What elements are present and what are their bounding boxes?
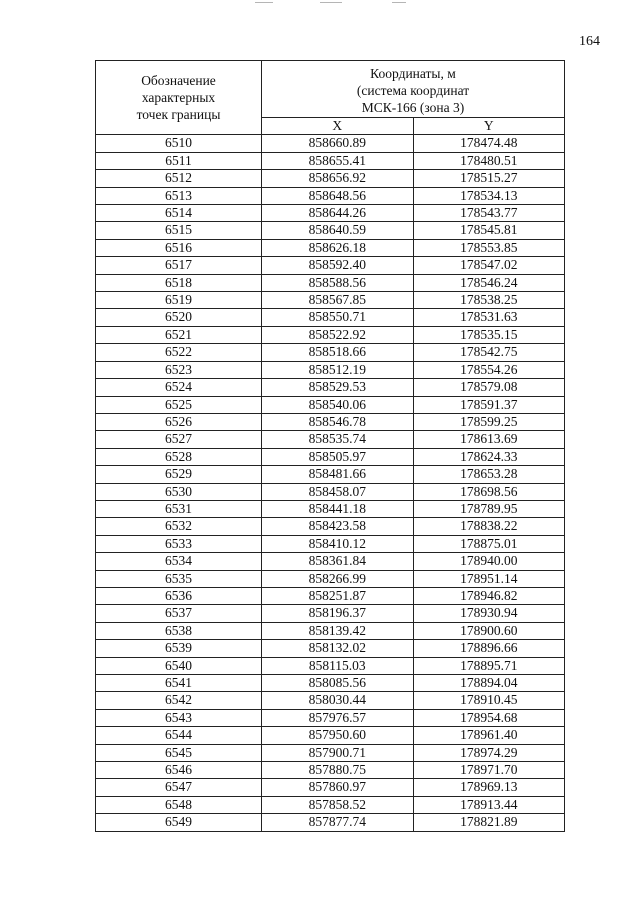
x-coordinate-cell: 858423.58 (262, 518, 414, 535)
table-row (96, 326, 565, 343)
y-coordinate-cell: 178698.56 (413, 483, 565, 500)
y-coordinate-cell: 178971.70 (413, 762, 565, 779)
x-coordinate-cell: 858085.56 (262, 675, 414, 692)
point-id-cell: 6530 (96, 483, 262, 500)
point-id-cell: 6541 (96, 675, 262, 692)
x-coordinate-cell: 858481.66 (262, 466, 414, 483)
y-coordinate-cell: 178531.63 (413, 309, 565, 326)
point-id-cell: 6538 (96, 622, 262, 639)
table-header (96, 61, 565, 135)
table-body (96, 135, 565, 831)
point-id-cell: 6511 (96, 152, 262, 169)
y-coordinate-cell: 178895.71 (413, 657, 565, 674)
table-row (96, 413, 565, 430)
table-row (96, 309, 565, 326)
table-row (96, 814, 565, 831)
table-row (96, 274, 565, 291)
x-coordinate-cell: 857858.52 (262, 796, 414, 813)
point-id-cell: 6519 (96, 292, 262, 309)
y-column-header: Y (413, 118, 565, 135)
header-row-top (96, 61, 565, 118)
point-id-cell: 6517 (96, 257, 262, 274)
table-row (96, 292, 565, 309)
coords-header-line-1: Координаты, м (370, 66, 456, 81)
point-designation-header (96, 61, 262, 135)
x-coordinate-cell: 858251.87 (262, 587, 414, 604)
table-row (96, 396, 565, 413)
y-coordinate-cell: 178875.01 (413, 535, 565, 552)
y-coordinate-cell: 178951.14 (413, 570, 565, 587)
point-id-cell: 6546 (96, 762, 262, 779)
table-row (96, 361, 565, 378)
y-coordinate-cell: 178961.40 (413, 727, 565, 744)
y-coordinate-cell: 178542.75 (413, 344, 565, 361)
point-id-cell: 6522 (96, 344, 262, 361)
y-coordinate-cell: 178913.44 (413, 796, 565, 813)
x-coordinate-cell: 857900.71 (262, 744, 414, 761)
page-number: 164 (579, 34, 600, 49)
point-header-line-3: точек границы (136, 107, 221, 123)
x-coordinate-cell: 858550.71 (262, 309, 414, 326)
coords-header-line-2: (система координат (356, 83, 470, 98)
x-coordinate-cell: 858640.59 (262, 222, 414, 239)
table-row (96, 518, 565, 535)
x-coordinate-cell: 858644.26 (262, 205, 414, 222)
x-coordinate-cell: 858655.41 (262, 152, 414, 169)
y-coordinate-cell: 178838.22 (413, 518, 565, 535)
point-id-cell: 6529 (96, 466, 262, 483)
y-coordinate-cell: 178554.26 (413, 361, 565, 378)
table-row (96, 640, 565, 657)
coordinates-header (262, 61, 565, 118)
y-coordinate-cell: 178547.02 (413, 257, 565, 274)
x-coordinate-cell: 858266.99 (262, 570, 414, 587)
point-id-cell: 6535 (96, 570, 262, 587)
table-row (96, 553, 565, 570)
table-row (96, 466, 565, 483)
point-id-cell: 6542 (96, 692, 262, 709)
x-coordinate-cell: 858410.12 (262, 535, 414, 552)
y-coordinate-cell: 178474.48 (413, 135, 565, 152)
point-id-cell: 6521 (96, 326, 262, 343)
table-row (96, 605, 565, 622)
x-coordinate-cell: 858139.42 (262, 622, 414, 639)
point-id-cell: 6520 (96, 309, 262, 326)
table-row (96, 239, 565, 256)
x-coordinate-cell: 858115.03 (262, 657, 414, 674)
y-coordinate-cell: 178974.29 (413, 744, 565, 761)
y-coordinate-cell: 178954.68 (413, 709, 565, 726)
table-row (96, 762, 565, 779)
y-coordinate-cell: 178789.95 (413, 500, 565, 517)
point-id-cell: 6510 (96, 135, 262, 152)
point-id-cell: 6545 (96, 744, 262, 761)
point-id-cell: 6527 (96, 431, 262, 448)
table-row (96, 379, 565, 396)
y-coordinate-cell: 178821.89 (413, 814, 565, 831)
table-row (96, 587, 565, 604)
coords-header-line-3: МСК-166 (зона 3) (361, 100, 465, 115)
point-id-cell: 6548 (96, 796, 262, 813)
x-coordinate-cell: 858540.06 (262, 396, 414, 413)
table-row (96, 709, 565, 726)
table-row (96, 500, 565, 517)
x-coordinate-cell: 857880.75 (262, 762, 414, 779)
x-coordinate-cell: 858361.84 (262, 553, 414, 570)
table-row (96, 657, 565, 674)
y-coordinate-cell: 178894.04 (413, 675, 565, 692)
y-coordinate-cell: 178591.37 (413, 396, 565, 413)
y-coordinate-cell: 178538.25 (413, 292, 565, 309)
point-id-cell: 6547 (96, 779, 262, 796)
y-coordinate-cell: 178613.69 (413, 431, 565, 448)
coordinates-table (95, 60, 565, 832)
table-row (96, 570, 565, 587)
y-coordinate-cell: 178599.25 (413, 413, 565, 430)
point-id-cell: 6528 (96, 448, 262, 465)
point-id-cell: 6512 (96, 170, 262, 187)
point-header-line-2: характерных (141, 90, 216, 106)
x-coordinate-cell: 858522.92 (262, 326, 414, 343)
y-coordinate-cell: 178900.60 (413, 622, 565, 639)
point-id-cell: 6536 (96, 587, 262, 604)
table-row (96, 692, 565, 709)
x-coordinate-cell: 858660.89 (262, 135, 414, 152)
table-row (96, 257, 565, 274)
y-coordinate-cell: 178940.00 (413, 553, 565, 570)
point-id-cell: 6524 (96, 379, 262, 396)
x-coordinate-cell: 858512.19 (262, 361, 414, 378)
point-id-cell: 6549 (96, 814, 262, 831)
table-row (96, 205, 565, 222)
point-id-cell: 6516 (96, 239, 262, 256)
x-coordinate-cell: 858546.78 (262, 413, 414, 430)
y-coordinate-cell: 178534.13 (413, 187, 565, 204)
point-id-cell: 6515 (96, 222, 262, 239)
table-row (96, 535, 565, 552)
point-id-cell: 6534 (96, 553, 262, 570)
x-coordinate-cell: 858656.92 (262, 170, 414, 187)
y-coordinate-cell: 178579.08 (413, 379, 565, 396)
y-coordinate-cell: 178930.94 (413, 605, 565, 622)
x-coordinate-cell: 858588.56 (262, 274, 414, 291)
x-coordinate-cell: 858518.66 (262, 344, 414, 361)
y-coordinate-cell: 178896.66 (413, 640, 565, 657)
table-row (96, 170, 565, 187)
table-row (96, 744, 565, 761)
x-coordinate-cell: 857976.57 (262, 709, 414, 726)
point-id-cell: 6526 (96, 413, 262, 430)
point-id-cell: 6533 (96, 535, 262, 552)
table-row (96, 675, 565, 692)
table-row (96, 187, 565, 204)
table-row (96, 222, 565, 239)
x-coordinate-cell: 858505.97 (262, 448, 414, 465)
point-id-cell: 6537 (96, 605, 262, 622)
y-coordinate-cell: 178515.27 (413, 170, 565, 187)
point-id-cell: 6513 (96, 187, 262, 204)
x-coordinate-cell: 858132.02 (262, 640, 414, 657)
table-row (96, 796, 565, 813)
x-coordinate-cell: 858535.74 (262, 431, 414, 448)
x-coordinate-cell: 858567.85 (262, 292, 414, 309)
x-coordinate-cell: 858458.07 (262, 483, 414, 500)
y-coordinate-cell: 178969.13 (413, 779, 565, 796)
x-coordinate-cell: 857860.97 (262, 779, 414, 796)
x-coordinate-cell: 858196.37 (262, 605, 414, 622)
y-coordinate-cell: 178546.24 (413, 274, 565, 291)
table-row (96, 344, 565, 361)
point-id-cell: 6518 (96, 274, 262, 291)
point-id-cell: 6523 (96, 361, 262, 378)
table-row (96, 448, 565, 465)
y-coordinate-cell: 178535.15 (413, 326, 565, 343)
table-row (96, 483, 565, 500)
table-row (96, 135, 565, 152)
x-coordinate-cell: 858030.44 (262, 692, 414, 709)
y-coordinate-cell: 178480.51 (413, 152, 565, 169)
point-id-cell: 6531 (96, 500, 262, 517)
point-id-cell: 6525 (96, 396, 262, 413)
scan-edge-marks (0, 0, 640, 6)
point-id-cell: 6539 (96, 640, 262, 657)
point-id-cell: 6544 (96, 727, 262, 744)
point-id-cell: 6540 (96, 657, 262, 674)
point-id-cell: 6514 (96, 205, 262, 222)
x-coordinate-cell: 858441.18 (262, 500, 414, 517)
table-row (96, 622, 565, 639)
point-id-cell: 6532 (96, 518, 262, 535)
x-column-header: X (262, 118, 414, 135)
x-coordinate-cell: 858626.18 (262, 239, 414, 256)
x-coordinate-cell: 857950.60 (262, 727, 414, 744)
x-coordinate-cell: 857877.74 (262, 814, 414, 831)
y-coordinate-cell: 178543.77 (413, 205, 565, 222)
point-header-line-1: Обозначение (141, 73, 216, 89)
table-row (96, 727, 565, 744)
x-coordinate-cell: 858648.56 (262, 187, 414, 204)
table-row (96, 431, 565, 448)
point-id-cell: 6543 (96, 709, 262, 726)
x-coordinate-cell: 858529.53 (262, 379, 414, 396)
table-row (96, 152, 565, 169)
table-row (96, 779, 565, 796)
y-coordinate-cell: 178946.82 (413, 587, 565, 604)
y-coordinate-cell: 178545.81 (413, 222, 565, 239)
y-coordinate-cell: 178553.85 (413, 239, 565, 256)
y-coordinate-cell: 178624.33 (413, 448, 565, 465)
y-coordinate-cell: 178910.45 (413, 692, 565, 709)
y-coordinate-cell: 178653.28 (413, 466, 565, 483)
x-coordinate-cell: 858592.40 (262, 257, 414, 274)
